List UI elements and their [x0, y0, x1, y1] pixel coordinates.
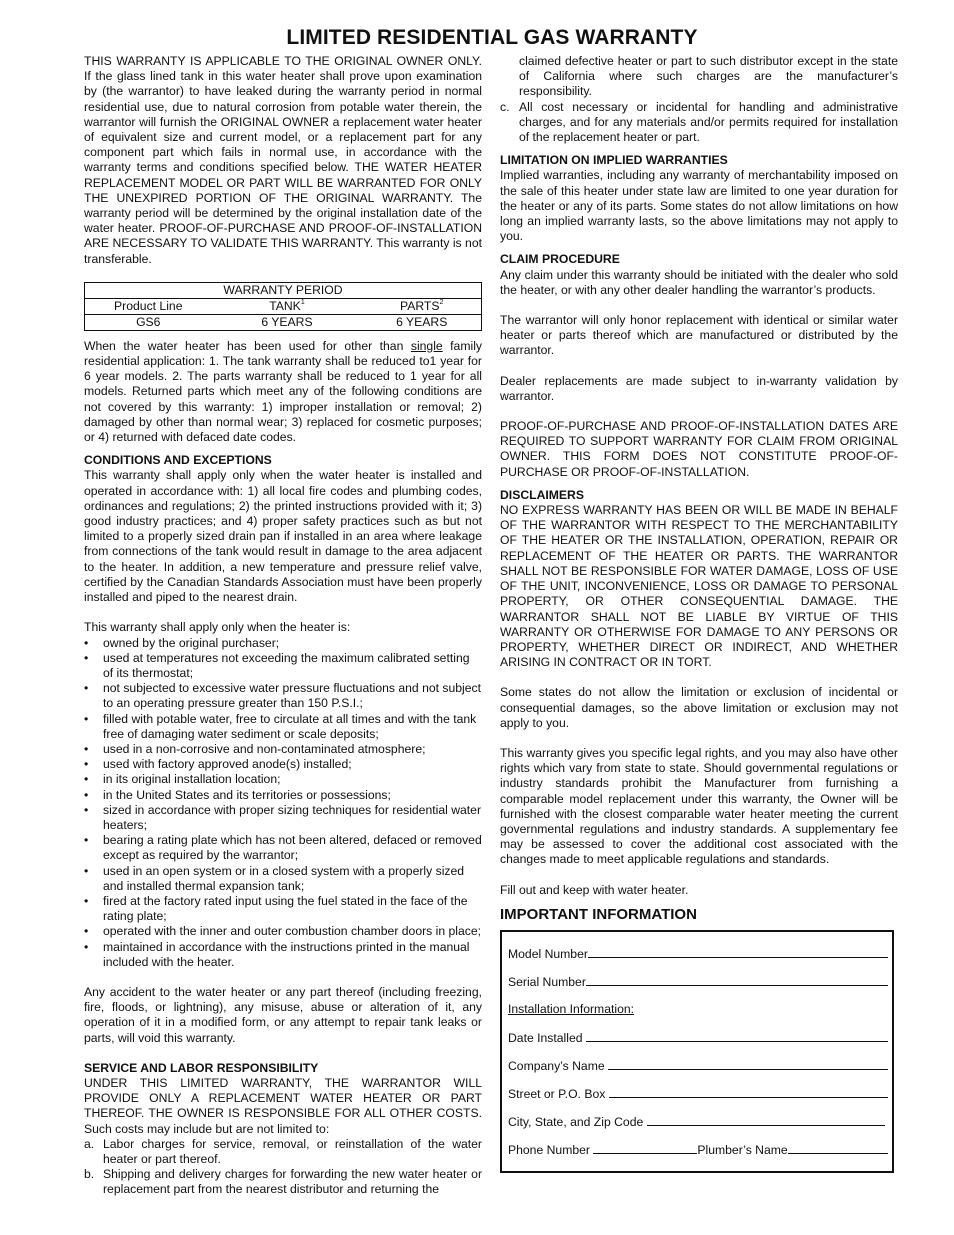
service-paragraph: UNDER THIS LIMITED WARRANTY, THE WARRANTOR WILL PROVIDE ONLY A REPLACEMENT WATER HEATER OR PART THEREOF. THE OWNER IS RESPONSIBLE FOR ALL OTHER COSTS. Such costs may include but are not limited to:: [84, 1075, 482, 1136]
disclaimers-paragraph-2: Some states do not allow the limitation or exclusion of incidental or consequential damages, so the above limitation or exclusion may not apply to you.: [500, 685, 898, 730]
usage-paragraph: When the water heater has been used for other than single family residential application: 1. The tank warranty shall be reduced to1 year for 6 year models. 2. The parts warranty shall be reduced to 1 year for all models. Returned parts which meet any of the following conditions are not covered by this warranty: 1) improper installation or removal; 2) damaged by other than normal wear; 3) replaced for cosmetic purposes; or 4) returned with defaced date codes.: [84, 338, 482, 445]
claim-paragraph-2: The warrantor will only honor replacement with identical or similar water heater or parts thereof which are manufactured or distributed by the warrantor.: [500, 313, 898, 358]
list-item: • used at temperatures not exceeding the maximum calibrated setting of its thermostat;: [84, 651, 482, 681]
cell-parts: 6 YEARS: [396, 314, 448, 329]
list-item: • bearing a rating plate which has not been altered, defaced or removed except as required by the warrantor;: [84, 833, 482, 863]
page-title: LIMITED RESIDENTIAL GAS WARRANTY: [286, 26, 698, 49]
model-number-field[interactable]: Model Number: [508, 946, 888, 962]
conditions-paragraph: This warranty shall apply only when the water heater is installed and operated in accordance with: 1) all local fire codes and plumbing codes, ordinances and regulations; 2) the printed instructions provided with it; 3) good industry practices; and 4) proper safety practices such as but not limited to a properly sized drain pan if installed in an area where leakage from connections of the tank would result in damage to the area adjacent to the heater. In addition, a new temperature and pressure relief valve, certified by the Canadian Standards Association must have been properly installed and piped to the nearest drain.: [84, 468, 482, 605]
claim-heading: CLAIM PROCEDURE: [500, 252, 620, 267]
list-item: a. Labor charges for service, removal, or reinstallation of the water heater or part thereof.: [84, 1136, 482, 1166]
list-item: • used with factory approved anode(s) installed;: [84, 757, 482, 772]
list-item: • not subjected to excessive water pressure fluctuations and not subject to an operating pressure greater than 150 P.S.I.;: [84, 681, 482, 711]
left-column: [84, 54, 482, 1198]
list-item: • fired at the factory rated input using the fuel stated in the face of the rating plate;: [84, 894, 482, 924]
company-name-field[interactable]: Company’s Name: [508, 1058, 888, 1074]
right-column: [500, 54, 898, 1173]
implied-paragraph: Implied warranties, including any warranty of merchantability imposed on the sale of this heater under state law are limited to one year duration for the heater or any of its parts. Some states do not allow limitations on how long an implied warranty lasts, so the above limitations may not apply to you.: [500, 168, 898, 244]
list-item: • owned by the original purchaser;: [84, 636, 482, 651]
city-state-zip-field[interactable]: City, State, and Zip Code: [508, 1114, 888, 1130]
important-heading: IMPORTANT INFORMATION: [500, 905, 697, 923]
claim-paragraph-4: PROOF-OF-PURCHASE AND PROOF-OF-INSTALLATION DATES ARE REQUIRED TO SUPPORT WARRANTY FOR CLAIM FROM ORIGINAL OWNER. THIS FORM DOES NOT CONSTITUTE PROOF-OF-PURCHASE OR PROOF-OF-INSTALLATION.: [500, 419, 898, 479]
claim-paragraph-1: Any claim under this warranty should be initiated with the dealer who sold the heater, or with any other dealer handling the warrantor’s products.: [500, 267, 898, 297]
disclaimers-heading: DISCLAIMERS: [500, 487, 584, 502]
service-cost-list-continued: [500, 100, 898, 146]
cell-product: GS6: [136, 314, 161, 329]
disclaimers-paragraph-1: NO EXPRESS WARRANTY HAS BEEN OR WILL BE MADE IN BEHALF OF THE WARRANTOR WITH RESPECT TO THE MERCHANTABILITY OF THE HEATER OR THE INSTALLATION, OPERATION, REPAIR OR REPLACEMENT OF THE HEATER OR PARTS. THE WARRANTOR SHALL NOT BE RESPONSIBLE FOR WATER DAMAGE, LOSS OF USE OF THE UNIT, INCONVENIENCE, LOSS OR DAMAGE TO PERSONAL PROPERTY, OR OTHER CONSEQUENTIAL DAMAGE. THE WARRANTOR SHALL NOT BE LIABLE BY VIRTUE OF THIS WARRANTY OR OTHERWISE FOR DAMAGE TO ANY PERSONS OR PROPERTY, WHETHER DIRECT OR INDIRECT, AND WHETHER ARISING IN CONTRACT OR IN TORT.: [500, 503, 898, 670]
void-paragraph: Any accident to the water heater or any part thereof (including freezing, fire, floods, or lightning), any misuse, abuse or alteration of it, any operation of it in a modified form, or any attempt to repair tank leaks or parts, will void this warranty.: [84, 984, 482, 1045]
conditions-heading: CONDITIONS AND EXCEPTIONS: [84, 453, 272, 468]
cell-tank: 6 YEARS: [261, 314, 313, 329]
list-item: • operated with the inner and outer combustion chamber doors in place;: [84, 924, 482, 939]
list-item: • sized in accordance with proper sizing techniques for residential water heaters;: [84, 803, 482, 833]
service-heading: SERVICE AND LABOR RESPONSIBILITY: [84, 1060, 319, 1075]
list-item: • in the United States and its territories or possessions;: [84, 788, 482, 803]
list-item: b. Shipping and delivery charges for forwarding the new water heater or replacement part from the nearest distributor and returning the: [84, 1167, 482, 1197]
service-cost-list: [84, 1137, 482, 1198]
col-product-line: Product Line: [85, 298, 212, 314]
list-item: • filled with potable water, free to circulate at all times and with the tank free of damaging water sediment or scale deposits;: [84, 712, 482, 742]
street-field[interactable]: Street or P.O. Box: [508, 1086, 888, 1102]
disclaimers-paragraph-3: This warranty gives you specific legal rights, and you may also have other rights which vary from state to state. Should governmental regulations or industry standards prohibit the Manufacturer from furnishing a comparable model replacement under this warranty, the Owner will be furnished with the closest comparable water heater meeting the current governmental regulations and industry standards. A supplementary fee may be assessed to cover the additional cost associated with the changes made to meet applicable regulations and standards.: [500, 745, 898, 867]
installation-information-label: Installation Information:: [508, 1001, 635, 1016]
list-item: • used in a non-corrosive and non-contaminated atmosphere;: [84, 742, 482, 757]
phone-plumber-field[interactable]: Phone Number Plumber’s Name: [508, 1142, 888, 1158]
intro-paragraph: THIS WARRANTY IS APPLICABLE TO THE ORIGINAL OWNER ONLY. If the glass lined tank in this water heater shall prove upon examination by (the warrantor) to have leaked during the warranty period in normal residential use, due to natural corrosion from potable water therein, the warrantor will furnish the ORIGINAL OWNER a replacement water heater of equivalent size and current model, or a replacement part for any component part which fails in normal use, in accordance with the warranty terms and conditions specified below. THE WATER HEATER REPLACEMENT MODEL OR PART WILL BE WARRANTED FOR ONLY THE UNEXPIRED PORTION OF THE ORIGINAL WARRANTY. The warranty period will be determined by the original installation date of the water heater. PROOF-OF-PURCHASE AND PROOF-OF-INSTALLATION ARE NECESSARY TO VALIDATE THIS WARRANTY. This warranty is not transferable.: [84, 54, 482, 266]
list-item: • maintained in accordance with the instructions printed in the manual included with the heater.: [84, 940, 482, 970]
list-item: c. All cost necessary or incidental for handling and administrative charges, and for any materials and/or permits required for installation of the replacement heater or part.: [500, 99, 898, 145]
claim-paragraph-3: Dealer replacements are made subject to in-warranty validation by warrantor.: [500, 373, 898, 403]
important-information-form: [500, 930, 894, 1173]
disclaimers-paragraph-4: Fill out and keep with water heater.: [500, 882, 689, 897]
conditions-list-intro: This warranty shall apply only when the heater is:: [84, 620, 351, 635]
warranty-table-heading: WARRANTY PERIOD: [85, 282, 482, 298]
col-tank: TANK$^1$: [212, 298, 363, 314]
serial-number-field[interactable]: Serial Number: [508, 974, 888, 990]
implied-heading: LIMITATION ON IMPLIED WARRANTIES: [500, 153, 728, 168]
service-item-b-continued: claimed defective heater or part to such distributor except in the state of California where such charges are the manufacturer’s responsibility.: [519, 54, 898, 99]
conditions-list: [84, 636, 482, 970]
date-installed-field[interactable]: Date Installed: [508, 1030, 888, 1046]
list-item: • used in an open system or in a closed system with a properly sized and installed thermal expansion tank;: [84, 864, 482, 894]
col-parts: PARTS$^2$: [362, 298, 481, 314]
list-item: • in its original installation location;: [84, 772, 482, 787]
warranty-period-table: [84, 282, 482, 331]
